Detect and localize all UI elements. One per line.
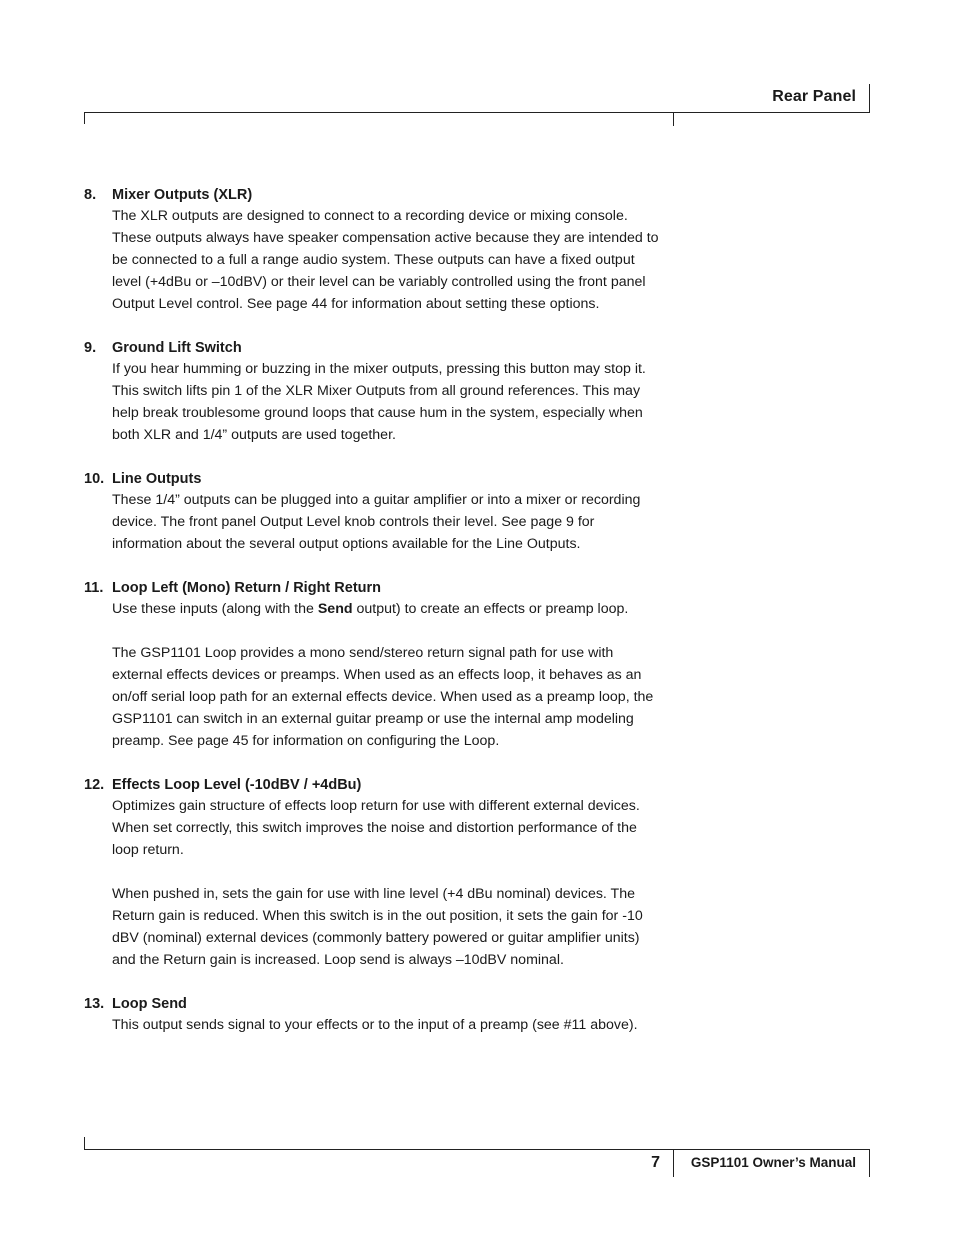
item-title: Effects Loop Level (-10dBV / +4dBu) bbox=[112, 777, 362, 794]
text-line: help break troublesome ground loops that cause hum in the system, especially when bbox=[112, 404, 643, 421]
text-line: Output Level control. See page 44 for information about setting these options. bbox=[112, 295, 600, 312]
text-line: information about the several output options available for the Line Outputs. bbox=[112, 535, 581, 552]
header-tick-left bbox=[84, 112, 85, 124]
item-body bbox=[112, 359, 684, 447]
item-mixer-outputs bbox=[84, 184, 684, 316]
text-line: preamp. See page 45 for information on configuring the Loop. bbox=[112, 732, 500, 749]
item-body bbox=[112, 490, 684, 556]
text-line: When set correctly, this switch improves the noise and distortion performance of the bbox=[112, 820, 637, 837]
item-heading bbox=[84, 993, 684, 1015]
item-paragraph bbox=[112, 643, 684, 753]
item-body bbox=[112, 206, 684, 316]
item-heading bbox=[84, 337, 684, 359]
item-number: 9. bbox=[84, 340, 97, 357]
item-line-outputs bbox=[84, 468, 684, 556]
text-line: Optimizes gain structure of effects loop return for use with different external devices. bbox=[112, 798, 640, 815]
item-paragraph bbox=[112, 359, 684, 447]
item-title: Ground Lift Switch bbox=[112, 340, 242, 357]
item-heading bbox=[84, 468, 684, 490]
item-paragraph bbox=[112, 884, 684, 972]
footer-tick-middle bbox=[673, 1149, 674, 1177]
text-line: This switch lifts pin 1 of the XLR Mixer Outputs from all ground references. This may bbox=[112, 382, 641, 399]
text-line: both XLR and 1/4” outputs are used together. bbox=[112, 426, 396, 443]
header-tick-middle bbox=[673, 112, 674, 126]
item-heading bbox=[84, 184, 684, 206]
text-line: If you hear humming or buzzing in the mixer outputs, pressing this button may stop it. bbox=[112, 361, 646, 378]
header-rule bbox=[84, 112, 870, 113]
item-heading bbox=[84, 774, 684, 796]
text-line: When pushed in, sets the gain for use with line level (+4 dBu nominal) devices. The bbox=[112, 885, 635, 902]
text-line: level (+4dBu or –10dBV) or their level can be variably controlled using the front panel bbox=[112, 273, 646, 290]
item-body bbox=[112, 1015, 684, 1037]
item-ground-lift bbox=[84, 337, 684, 447]
text-line: This output sends signal to your effects or to the input of a preamp (see #11 above). bbox=[112, 1016, 638, 1033]
text-line: loop return. bbox=[112, 842, 184, 859]
manual-content bbox=[84, 184, 684, 1058]
manual-title: GSP1101 Owner’s Manual bbox=[690, 1155, 856, 1170]
item-number: 11. bbox=[84, 580, 104, 597]
text-line: Return gain is reduced. When this switch is in the out position, it sets the gain for -10 bbox=[112, 907, 643, 924]
text-run: output) to create an effects or preamp loop. bbox=[352, 601, 629, 618]
item-paragraph bbox=[112, 796, 684, 862]
item-effects-loop-level bbox=[84, 774, 684, 971]
item-loop-send bbox=[84, 993, 684, 1037]
item-number: 13. bbox=[84, 995, 105, 1012]
item-number: 12. bbox=[84, 777, 105, 794]
footer-tick-left bbox=[84, 1137, 85, 1150]
text-line: on/off serial loop path for an external effects device. When used as a preamp loop, the bbox=[112, 688, 654, 705]
item-number: 10. bbox=[84, 471, 105, 488]
text-run: Use these inputs (along with the bbox=[112, 601, 318, 618]
item-loop-return bbox=[84, 577, 684, 752]
item-title: Line Outputs bbox=[112, 471, 202, 488]
text-line: The GSP1101 Loop provides a mono send/stereo return signal path for use with bbox=[112, 645, 614, 662]
item-number: 8. bbox=[84, 187, 97, 203]
item-heading bbox=[84, 577, 684, 599]
text-line: GSP1101 can switch in an external guitar preamp or use the internal amp modeling bbox=[112, 710, 634, 727]
footer-tick-right bbox=[869, 1149, 870, 1177]
item-title: Loop Left (Mono) Return / Right Return bbox=[112, 580, 382, 597]
item-paragraph bbox=[112, 599, 684, 621]
footer-rule bbox=[84, 1149, 870, 1150]
text-line: external effects devices or preamps. When used as an effects loop, it behaves as an bbox=[112, 667, 642, 684]
text-line: be connected to a full a range audio system. These outputs can have a fixed output bbox=[112, 251, 635, 268]
text-line: dBV (nominal) external devices (commonly battery powered or guitar amplifier units) bbox=[112, 929, 640, 946]
item-title: Mixer Outputs (XLR) bbox=[112, 187, 253, 203]
item-body bbox=[112, 599, 684, 752]
send-keyword: Send bbox=[317, 601, 353, 618]
text-line: These 1/4” outputs can be plugged into a guitar amplifier or into a mixer or recording bbox=[112, 492, 641, 509]
text-line: device. The front panel Output Level knob controls their level. See page 9 for bbox=[112, 514, 595, 531]
item-body bbox=[112, 796, 684, 971]
text-line: The XLR outputs are designed to connect to a recording device or mixing console. bbox=[112, 208, 628, 224]
item-paragraph bbox=[112, 1015, 684, 1037]
text-line: and the Return gain is increased. Loop send is always –10dBV nominal. bbox=[112, 951, 564, 968]
section-title: Rear Panel bbox=[772, 88, 856, 105]
item-paragraph bbox=[112, 490, 684, 556]
page-number: 7 bbox=[651, 1154, 660, 1171]
header-tick-right bbox=[869, 84, 870, 113]
item-paragraph bbox=[112, 206, 684, 316]
text-line: These outputs always have speaker compensation active because they are intended to bbox=[112, 229, 659, 246]
item-title: Loop Send bbox=[112, 995, 187, 1012]
